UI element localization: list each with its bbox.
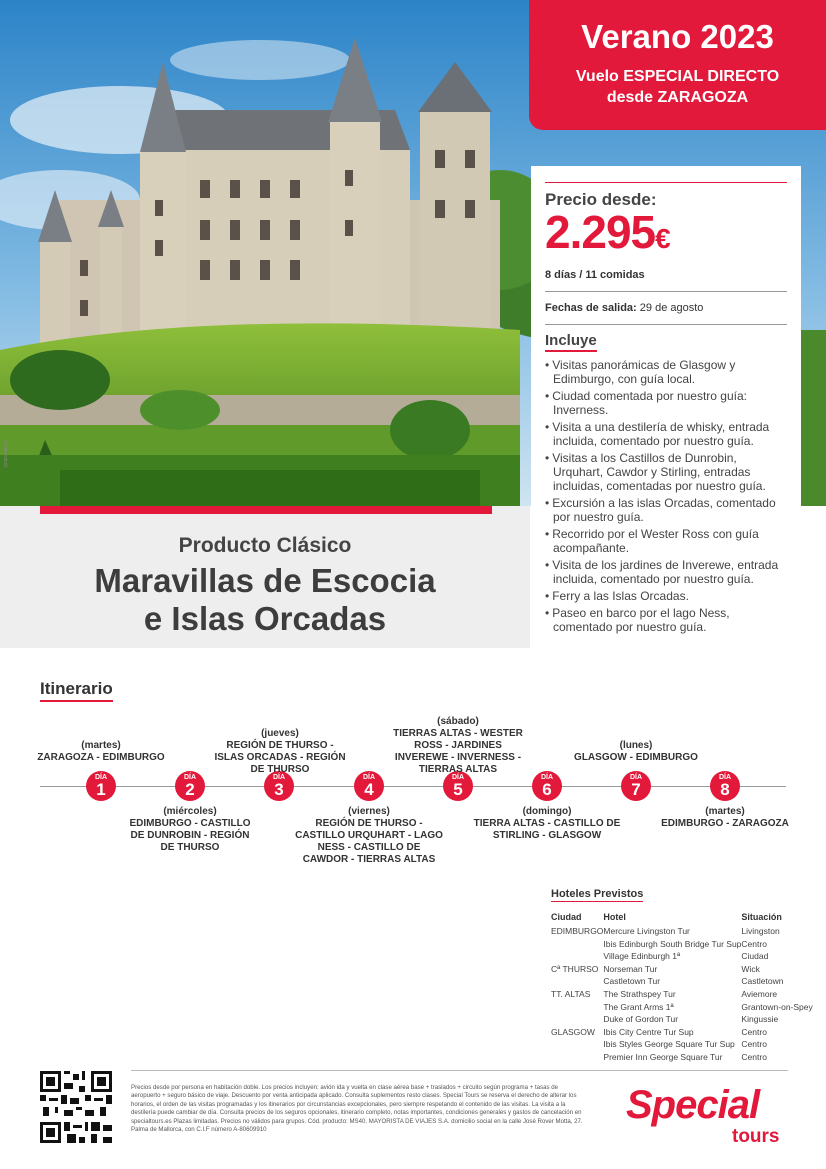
- season-badge: [529, 0, 826, 130]
- includes-title: Incluye: [545, 332, 597, 352]
- col-header-location: Situación: [741, 912, 782, 922]
- season-title: Verano 2023: [581, 18, 774, 55]
- day-7-label: [561, 740, 711, 764]
- cell-hotel: Duke of Gordon Tur: [603, 1014, 679, 1025]
- day-weekday: (sábado): [437, 716, 479, 727]
- footer-divider: [131, 1070, 788, 1071]
- day-weekday: (martes): [705, 806, 745, 817]
- list-item: • Ferry a las Islas Orcadas.: [545, 589, 787, 603]
- day-route: REGIÓN DE THURSO - CASTILLO URQUHART - LAGO NESS - CASTILLO DE CAWDOR - TIERRAS ALTAS: [295, 818, 443, 865]
- itinerary-timeline: [40, 786, 786, 787]
- departure-dates-value: 29 de agosto: [639, 302, 704, 314]
- product-subtitle: Producto Clásico: [178, 534, 352, 557]
- day-marker-4: [354, 771, 384, 801]
- brand-logo-word2: tours: [732, 1126, 780, 1147]
- cell-hotel: Ibis City Centre Tur Sup: [603, 1026, 694, 1037]
- table-row: [551, 925, 813, 938]
- table-row: [551, 938, 813, 951]
- day-6-label: [472, 806, 622, 842]
- qr-code: [40, 1071, 112, 1143]
- cell-location: Ciudad: [741, 951, 769, 962]
- day-number: 3: [274, 780, 284, 799]
- cell-city: [551, 938, 603, 951]
- cell-hotel: Ibis Edinburgh South Bridge Tur Sup: [603, 938, 742, 949]
- day-marker-8: [710, 771, 740, 801]
- table-header-row: [551, 912, 813, 925]
- cell-location: Livingston: [741, 926, 780, 936]
- day-route: ZARAGOZA - EDIMBURGO: [37, 752, 165, 763]
- price-currency: €: [655, 223, 670, 254]
- day-label: DÍA: [451, 774, 465, 781]
- day-weekday: (miércoles): [163, 806, 217, 817]
- day-3-label: [214, 728, 346, 776]
- table-row: [551, 1051, 813, 1064]
- itinerary-title: Itinerario: [40, 679, 113, 702]
- day-route: EDIMBURGO - CASTILLO DE DUNROBIN - REGIÓN DE THURSO: [129, 818, 251, 853]
- product-title-line1: Maravillas de Escocia: [94, 562, 436, 599]
- table-row: [551, 988, 813, 1001]
- cell-hotel: Premier Inn George Square Tur: [603, 1051, 723, 1062]
- day-route: GLASGOW - EDIMBURGO: [574, 752, 698, 763]
- list-item: • Excursión a las islas Orcadas, comentado por nuestro guía.: [545, 496, 787, 524]
- hotels-section: [551, 884, 813, 1064]
- departure-dates-label: Fechas de salida:: [545, 302, 637, 314]
- list-item: • Recorrido por el Wester Ross con guía acompañante.: [545, 527, 787, 555]
- cell-hotel: Norseman Tur: [603, 963, 658, 974]
- day-4-label: [294, 806, 444, 866]
- day-label: DÍA: [718, 774, 732, 781]
- table-row: [551, 950, 813, 963]
- day-number: 1: [96, 780, 106, 799]
- day-weekday: (domingo): [522, 806, 572, 817]
- day-marker-2: [175, 771, 205, 801]
- cell-hotel: Castletown Tur: [603, 976, 661, 987]
- day-label: DÍA: [629, 774, 643, 781]
- cell-location: Centro: [741, 1039, 767, 1050]
- price-value: [545, 208, 787, 263]
- hotels-table: [551, 912, 813, 1064]
- cell-location: Castletown: [741, 976, 784, 987]
- cell-city: [551, 950, 603, 963]
- flight-line2: desde ZARAGOZA: [606, 89, 749, 106]
- cell-hotel: Mercure Livingston Tur: [603, 926, 690, 936]
- price-panel: [531, 166, 801, 648]
- trip-duration: 8 días / 11 comidas: [545, 269, 645, 281]
- cell-location: Centro: [741, 938, 767, 949]
- cell-location: Wick: [741, 963, 760, 974]
- day-number: 8: [720, 780, 730, 799]
- flight-line1: Vuelo ESPECIAL DIRECTO: [575, 68, 780, 85]
- table-row: [551, 1026, 813, 1039]
- cell-hotel: The Strathspey Tur: [603, 988, 676, 999]
- table-row: [551, 1001, 813, 1014]
- cell-location: Centro: [741, 1051, 767, 1062]
- panel-rule: [545, 324, 787, 325]
- day-8-label: [650, 806, 800, 830]
- cell-hotel: Ibis Styles George Square Tur Sup: [603, 1039, 735, 1050]
- list-item: • Visita a una destilería de whisky, entrada incluida, comentado por nuestro guía.: [545, 420, 787, 448]
- day-number: 5: [453, 780, 463, 799]
- day-number: 7: [631, 780, 641, 799]
- price-label: Precio desde:: [545, 190, 657, 209]
- table-row: [551, 1038, 813, 1051]
- panel-rule: [545, 291, 787, 292]
- list-item: • Visita de los jardines de Inverewe, entrada incluida, comentado por nuestro guía.: [545, 558, 787, 586]
- list-item: • Ciudad comentada por nuestro guía: Inverness.: [545, 389, 787, 417]
- departure-dates: [545, 302, 787, 314]
- day-2-label: [125, 806, 255, 854]
- photo-credit: Shutterstock: [2, 440, 8, 468]
- day-weekday: (viernes): [348, 806, 390, 817]
- panel-divider: [545, 182, 787, 183]
- cell-location: Grantown-on-Spey: [741, 1001, 813, 1012]
- day-label: DÍA: [272, 774, 286, 781]
- cell-city: [551, 975, 603, 988]
- day-number: 2: [185, 780, 195, 799]
- day-route: TIERRA ALTAS - CASTILLO DE STIRLING - GLASGOW: [473, 818, 621, 841]
- cell-city: TT. ALTAS: [551, 988, 591, 999]
- accent-divider: [40, 506, 492, 514]
- hotels-table-body: [551, 925, 813, 1064]
- list-item: • Visitas panorámicas de Glasgow y Edimburgo, con guía local.: [545, 358, 787, 386]
- cell-city: [551, 1001, 603, 1014]
- cell-city: Cª THURSO: [551, 963, 599, 974]
- day-marker-6: [532, 771, 562, 801]
- table-row: [551, 975, 813, 988]
- product-title-line2: e Islas Orcadas: [143, 600, 387, 637]
- col-header-hotel: Hotel: [603, 912, 626, 922]
- table-row: [551, 1013, 813, 1026]
- day-number: 6: [542, 780, 552, 799]
- cell-city: EDIMBURGO: [551, 926, 604, 936]
- day-5-label: [388, 716, 528, 776]
- col-header-city: Ciudad: [551, 912, 582, 922]
- day-number: 4: [364, 780, 374, 799]
- cell-city: GLASGOW: [551, 1026, 595, 1037]
- hotels-title: Hoteles Previstos: [551, 888, 644, 900]
- cell-city: [551, 1013, 603, 1026]
- cell-location: Aviemore: [741, 988, 778, 999]
- day-weekday: (martes): [81, 740, 121, 751]
- cell-location: Kingussie: [741, 1014, 779, 1025]
- cell-city: [551, 1038, 603, 1051]
- table-row: [551, 963, 813, 976]
- day-weekday: (jueves): [261, 728, 299, 739]
- cell-location: Centro: [741, 1026, 767, 1037]
- price-amount: 2.295: [545, 206, 656, 258]
- day-marker-1: [86, 771, 116, 801]
- day-label: DÍA: [183, 774, 197, 781]
- list-item: • Visitas a los Castillos de Dunrobin, Urquhart, Cawdor y Stirling, entradas incluidas, comentadas por nuestro guía.: [545, 451, 787, 493]
- day-route: EDIMBURGO - ZARAGOZA: [661, 818, 789, 829]
- day-label: DÍA: [540, 774, 554, 781]
- day-route: REGIÓN DE THURSO - ISLAS ORCADAS - REGIÓN DE THURSO: [214, 740, 346, 775]
- day-1-label: [26, 740, 176, 764]
- day-route: TIERRAS ALTAS - WESTER ROSS - JARDINES INVEREWE - INVERNESS - TIERRAS ALTAS: [393, 728, 523, 775]
- day-weekday: (lunes): [619, 740, 653, 751]
- cell-hotel: The Grant Arms 1ª: [603, 1001, 674, 1012]
- cell-hotel: Village Edinburgh 1ª: [603, 951, 681, 962]
- list-item: • Paseo en barco por el lago Ness, comentado por nuestro guía.: [545, 606, 787, 634]
- includes-list: [545, 358, 787, 634]
- day-label: DÍA: [94, 774, 108, 781]
- cell-city: [551, 1051, 603, 1064]
- day-label: DÍA: [362, 774, 376, 781]
- brand-logo-word1: Special: [626, 1083, 760, 1127]
- legal-text: Precios desde por persona en habitación doble. Los precios incluyen: avión ida y vuelta en clase aérea base + traslados + circuito según programa + tasas de aeropuerto + seguro básico de viaje. Descuento por venta anticipada aplicado. Consulta suplementos resto clases. Special Tours se reserva el derecho de alterar los horarios, el orden de las visitas programadas y los itinerarios por circunstancias excepcionales, pero siempre respetando el contenido de las visitas. La visita a la destilería puede cambiar de día. Consulta precios de los seguros opcionales, itinerario completo, notas importantes, condiciones generales y gastos de cancelación en specialtours.es Plazas limitadas. Precios no válidos para grupos. Cód. producto: MS40. MAYORISTA DE VIAJES S.A. domicilio social en la calle José Rover Motta, 27. Palma de Mallorca, con C.I.F número A-80609910: [131, 1084, 583, 1134]
- day-marker-7: [621, 771, 651, 801]
